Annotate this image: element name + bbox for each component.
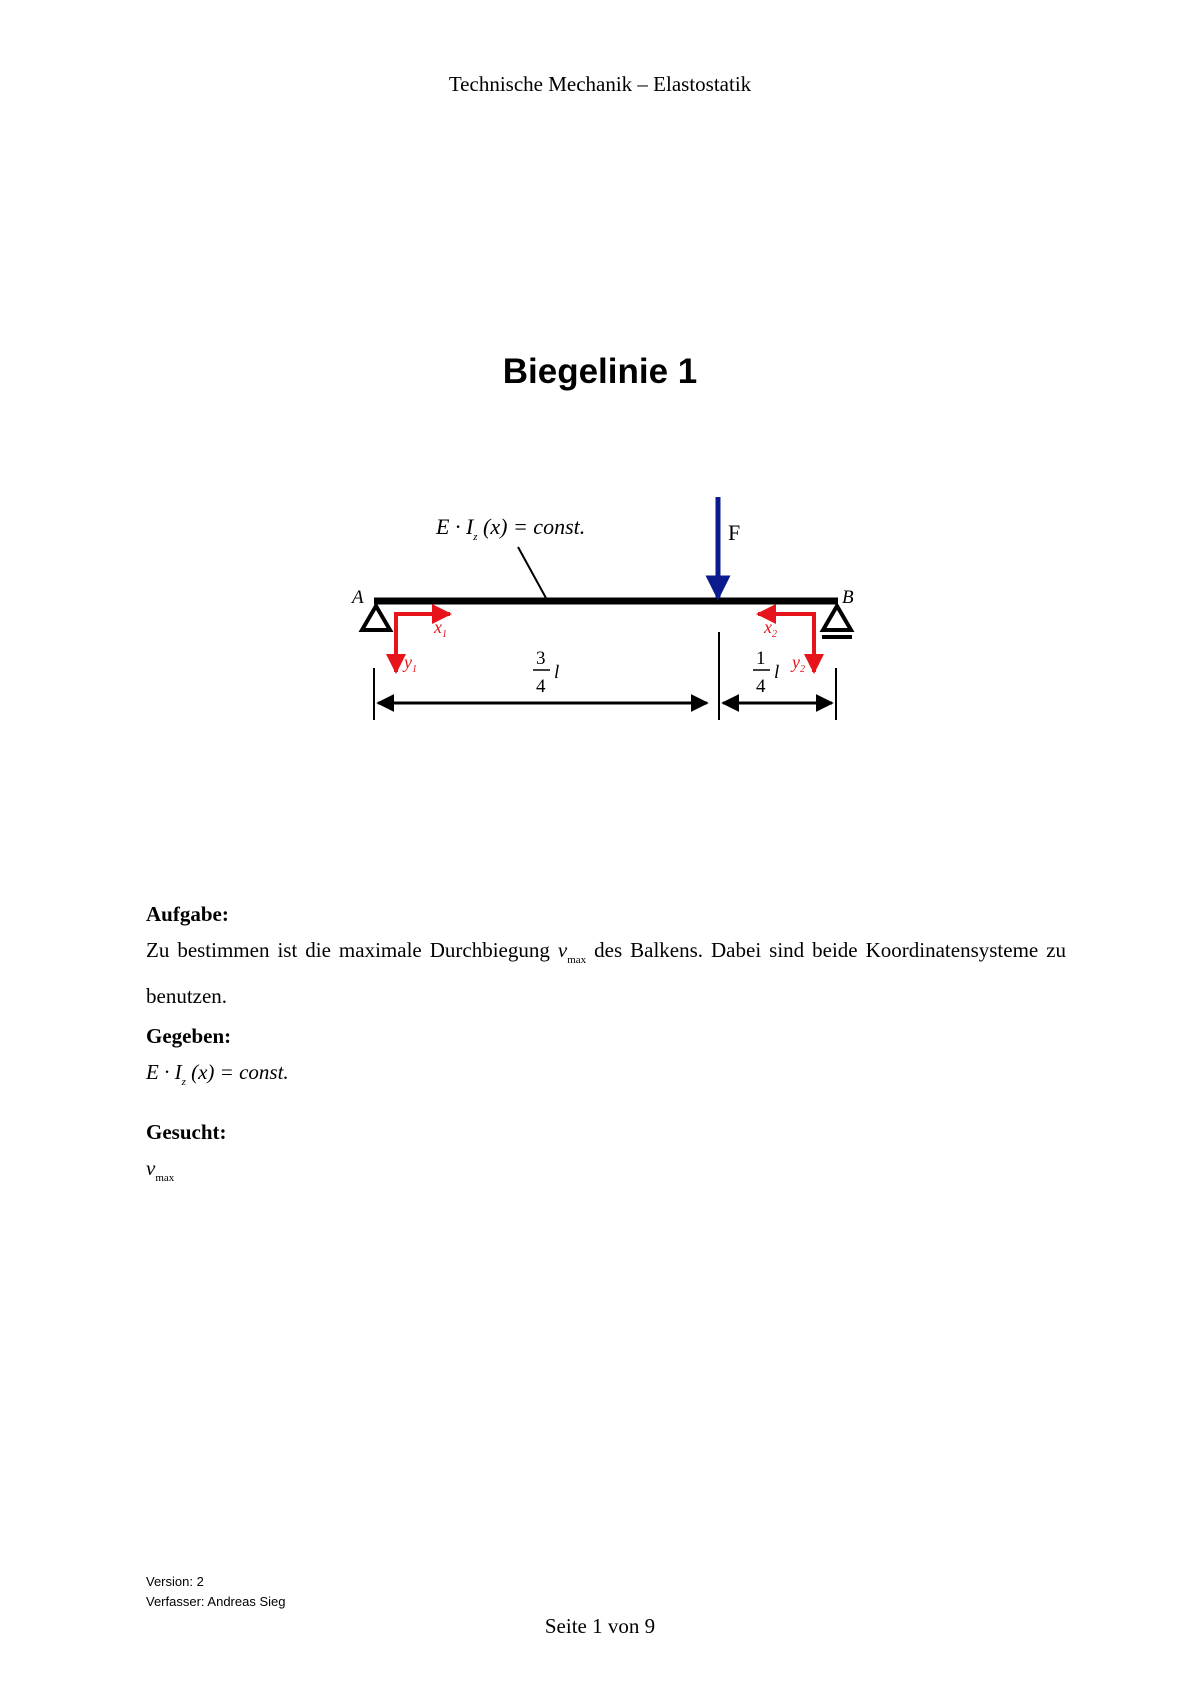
gegeben-section <box>146 1018 1066 1100</box>
page-header: Technische Mechanik – Elastostatik <box>448 72 752 96</box>
footer-version: Version: 2 <box>146 1574 204 1589</box>
gegeben-formula: $E \cdot I_z$ (x) = const. <box>146 1060 289 1088</box>
aufgabe-heading: Aufgabe: <box>146 902 229 926</box>
dim-left-num: 3 <box>536 648 546 669</box>
stiffness-label: $E \cdot I_z$ (x) = const. <box>436 514 586 543</box>
dim-right-var: l <box>774 662 780 683</box>
axis-y2-label: $y_2$ <box>792 652 805 675</box>
gesucht-heading: Gesucht: <box>146 1120 227 1144</box>
support-b-icon <box>823 606 851 630</box>
vmax-symbol: $v_{max}$ <box>557 938 587 966</box>
stiffness-leader <box>518 547 546 598</box>
aufgabe-text <box>146 932 1066 1014</box>
page-number: Seite 1 von 9 <box>544 1614 656 1638</box>
gesucht-symbol: $v_{max}$ <box>146 1156 175 1184</box>
dim-right-num: 1 <box>756 648 766 669</box>
dim-left-den: 4 <box>536 676 546 697</box>
support-a-label: A <box>352 587 364 608</box>
dim-right-den: 4 <box>756 676 766 697</box>
axis-y1-label: $y_1$ <box>404 652 417 675</box>
page-title: Biegelinie 1 <box>502 352 698 391</box>
axis-x1-label: $x_1$ <box>434 617 447 640</box>
axis-x2-label: $x_2$ <box>764 617 777 640</box>
gesucht-section <box>146 1114 1066 1196</box>
dim-left-var: l <box>554 662 560 683</box>
support-a-icon <box>362 606 390 630</box>
aufgabe-text-before: Zu bestimmen ist die maximale Durchbiegung <box>146 938 550 962</box>
force-label: F <box>728 520 741 545</box>
footer-author: Verfasser: Andreas Sieg <box>146 1594 286 1609</box>
gegeben-heading: Gegeben: <box>146 1024 232 1048</box>
aufgabe-text-after: des Balkens. Dabei sind beide Koordinatensysteme zu benutzen. <box>146 938 1067 1008</box>
support-b-label: B <box>842 587 854 608</box>
beam-diagram <box>340 480 860 740</box>
footer-meta <box>146 1572 285 1612</box>
aufgabe-section <box>146 896 1066 1014</box>
